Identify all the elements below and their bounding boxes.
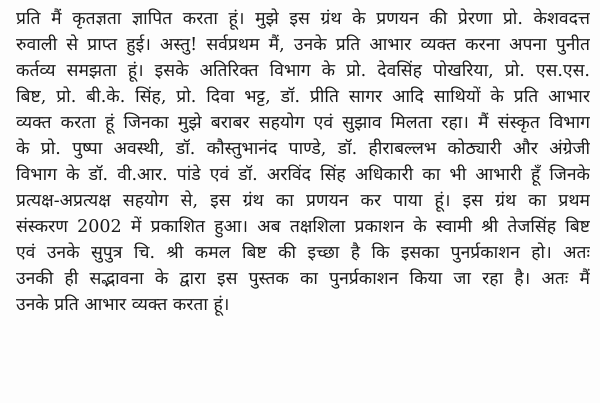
text-line-8: प्रत्यक्ष-अप्रत्यक्ष सहयोग से, इस ग्रंथ का प्रणयन कर पाया हूं। इस ग्रंथ का प्रथम [16, 191, 590, 211]
text-line-9: संस्करण 2002 में प्रकाशित हुआ। अब तक्षशिला प्रकाशन के स्वामी श्री तेजसिंह बिष्ट [16, 217, 590, 237]
text-line-4: बिष्ट, प्रो. बी.के. सिंह, प्रो. दिवा भट्ट, डॉ. प्रीति सागर आदि साथियों के प्रति आभार [16, 87, 590, 107]
text-line-12: उनके प्रति आभार व्यक्त करता हूं। [16, 295, 230, 315]
text-line-10: एवं उनके सुपुत्र चि. श्री कमल बिष्ट की इच्छा है कि इसका पुनर्प्रकाशन हो। अतः [16, 243, 590, 263]
text-line-1: प्रति मैं कृतज्ञता ज्ञापित करता हूं। मुझे इस ग्रंथ के प्रणयन की प्रेरणा प्रो. केशवदत्त [16, 9, 590, 29]
paragraph [16, 6, 590, 318]
text-line-3: कर्तव्य समझता हूं। इसके अतिरिक्त विभाग के प्रो. देवसिंह पोखरिया, प्रो. एस.एस. [16, 61, 590, 81]
text-line-11: उनकी ही सद्भावना के द्वारा इस पुस्तक का पुनर्प्रकाशन किया जा रहा है। अतः मैं [16, 269, 590, 289]
text-line-2: रुवाली से प्राप्त हुई। अस्तु! सर्वप्रथम मैं, उनके प्रति आभार व्यक्त करना अपना पुनीत [16, 35, 590, 55]
text-line-5: व्यक्त करता हूं जिनका मुझे बराबर सहयोग एवं सुझाव मिलता रहा। मैं संस्कृत विभाग [16, 113, 590, 133]
text-line-6: के प्रो. पुष्पा अवस्थी, डॉ. कौस्तुभानंद पाण्डे, डॉ. हीराबल्लभ कोठ्यारी और अंग्रेजी [16, 139, 590, 159]
text-line-7: विभाग के डॉ. वी.आर. पांडे एवं डॉ. अरविंद सिंह अधिकारी का भी आभारी हूँ जिनके [16, 165, 590, 185]
